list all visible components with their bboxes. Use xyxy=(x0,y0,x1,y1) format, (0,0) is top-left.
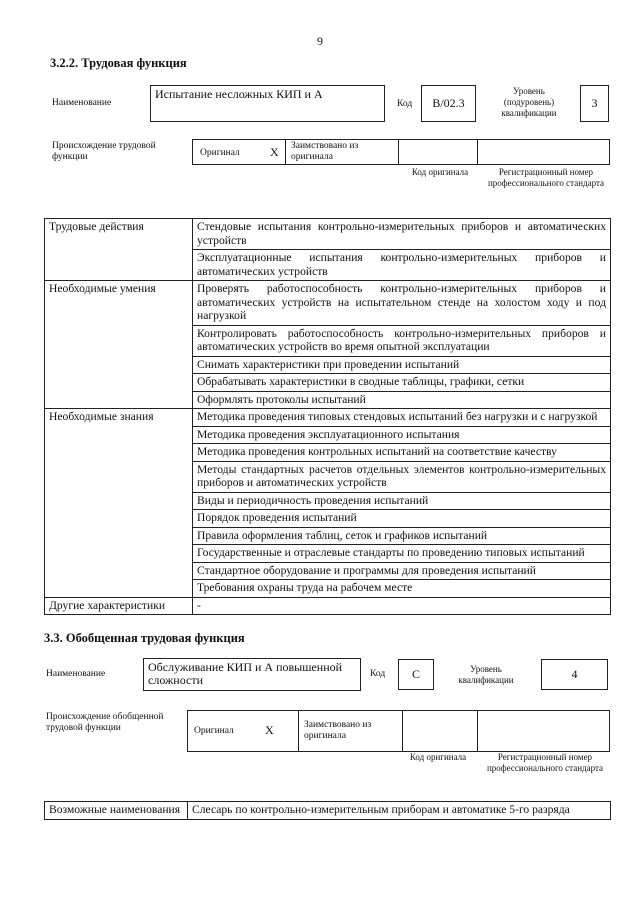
knowledge-item: Порядок проведения испытаний xyxy=(193,510,611,528)
knowledge-item: Правила оформления таблиц, сеток и графиков испытаний xyxy=(193,527,611,545)
code-label: Код xyxy=(397,99,413,109)
page-number: 9 xyxy=(317,34,323,48)
original-mark: X xyxy=(270,145,279,159)
origin-table-33 xyxy=(187,710,610,752)
skills-label: Необходимые умения xyxy=(45,281,193,326)
code-value: B/02.3 xyxy=(432,96,465,110)
possible-names-label: Возможные наименования xyxy=(45,802,188,820)
borrowed-label: Заимствовано из оригинала xyxy=(291,141,359,162)
skill-item: Обрабатывать характеристики в сводные таблицы, графики, сетки xyxy=(193,374,611,392)
possible-names-value: Слесарь по контрольно-измерительным приборам и автоматике 5-го разряда xyxy=(188,802,611,820)
skill-item: Проверять работоспособность контрольно-измерительных приборов и автоматических устройств на испытательном стенде на холостом ходу и под нагрузкой xyxy=(193,281,611,326)
labor-function-table xyxy=(44,218,611,615)
possible-names-table xyxy=(44,801,611,820)
other-value: - xyxy=(193,597,611,615)
code-box xyxy=(421,85,476,122)
level-value: 3 xyxy=(591,96,598,110)
name-label-33: Наименование xyxy=(46,669,106,679)
level-label: Уровень (подуровень) квалификации xyxy=(501,86,557,118)
origin-table xyxy=(192,139,610,165)
original-label-33: Оригинал xyxy=(194,726,234,736)
knowledge-item: Методика проведения эксплуатационного испытания xyxy=(193,426,611,444)
original-mark-33: X xyxy=(265,723,274,737)
labor-action-item: Стендовые испытания контрольно-измерительных приборов и автоматических устройств xyxy=(193,219,611,250)
knowledge-item: Методика проведения типовых стендовых испытаний без нагрузки и с нагрузкой xyxy=(193,409,611,427)
function-name-value: Испытание несложных КИП и А xyxy=(155,87,323,101)
name-label: Наименование xyxy=(52,98,112,108)
labor-actions-label: Трудовые действия xyxy=(45,219,193,250)
original-label: Оригинал xyxy=(200,148,240,158)
borrowed-label-33: Заимствовано из оригинала xyxy=(304,720,372,741)
skill-item: Контролировать работоспособность контрольно-измерительных приборов и автоматических устройств во время опытной эксплуатации xyxy=(193,325,611,356)
knowledge-item: Методы стандартных расчетов отдельных элементов контрольно-измерительных приборов и автоматических устройств xyxy=(193,461,611,492)
level-value-33: 4 xyxy=(571,667,578,681)
knowledge-label: Необходимые знания xyxy=(45,409,193,427)
level-box-33 xyxy=(541,659,608,690)
code-original-label: Код оригинала xyxy=(411,167,469,177)
code-box-33 xyxy=(398,659,434,690)
reg-number-label: Регистрационный номер профессионального стандарта xyxy=(487,167,605,188)
code-original-label-33: Код оригинала xyxy=(409,752,467,762)
function-name-box xyxy=(150,85,385,122)
code-value-33: C xyxy=(411,667,420,681)
code-label-33: Код xyxy=(370,669,386,679)
origin-label-33: Происхождение обобщенной трудовой функции xyxy=(46,712,164,733)
other-label: Другие характеристики xyxy=(45,597,193,615)
section-heading-322: 3.2.2. Трудовая функция xyxy=(50,56,187,70)
origin-label: Происхождение трудовой функции xyxy=(52,141,156,162)
generalized-function-name-value: Обслуживание КИП и А повышенной сложности xyxy=(148,660,343,687)
skill-item: Оформлять протоколы испытаний xyxy=(193,391,611,409)
level-label-33: Уровень квалификации xyxy=(458,664,514,685)
knowledge-item: Требования охраны труда на рабочем месте xyxy=(193,580,611,598)
knowledge-item: Виды и периодичность проведения испытаний xyxy=(193,492,611,510)
labor-action-item: Эксплуатационные испытания контрольно-измерительных приборов и автоматических устройств xyxy=(193,250,611,281)
level-box xyxy=(580,85,609,122)
skill-item: Снимать характеристики при проведении испытаний xyxy=(193,356,611,374)
section-heading-33: 3.3. Обобщенная трудовая функция xyxy=(44,631,245,645)
knowledge-item: Методика проведения контрольных испытаний на соответствие качеству xyxy=(193,444,611,462)
reg-number-label-33: Регистрационный номер профессионального стандарта xyxy=(486,752,604,773)
generalized-function-name-box xyxy=(143,658,361,691)
knowledge-item: Стандартное оборудование и программы для проведения испытаний xyxy=(193,562,611,580)
knowledge-item: Государственные и отраслевые стандарты по проведению типовых испытаний xyxy=(193,545,611,563)
